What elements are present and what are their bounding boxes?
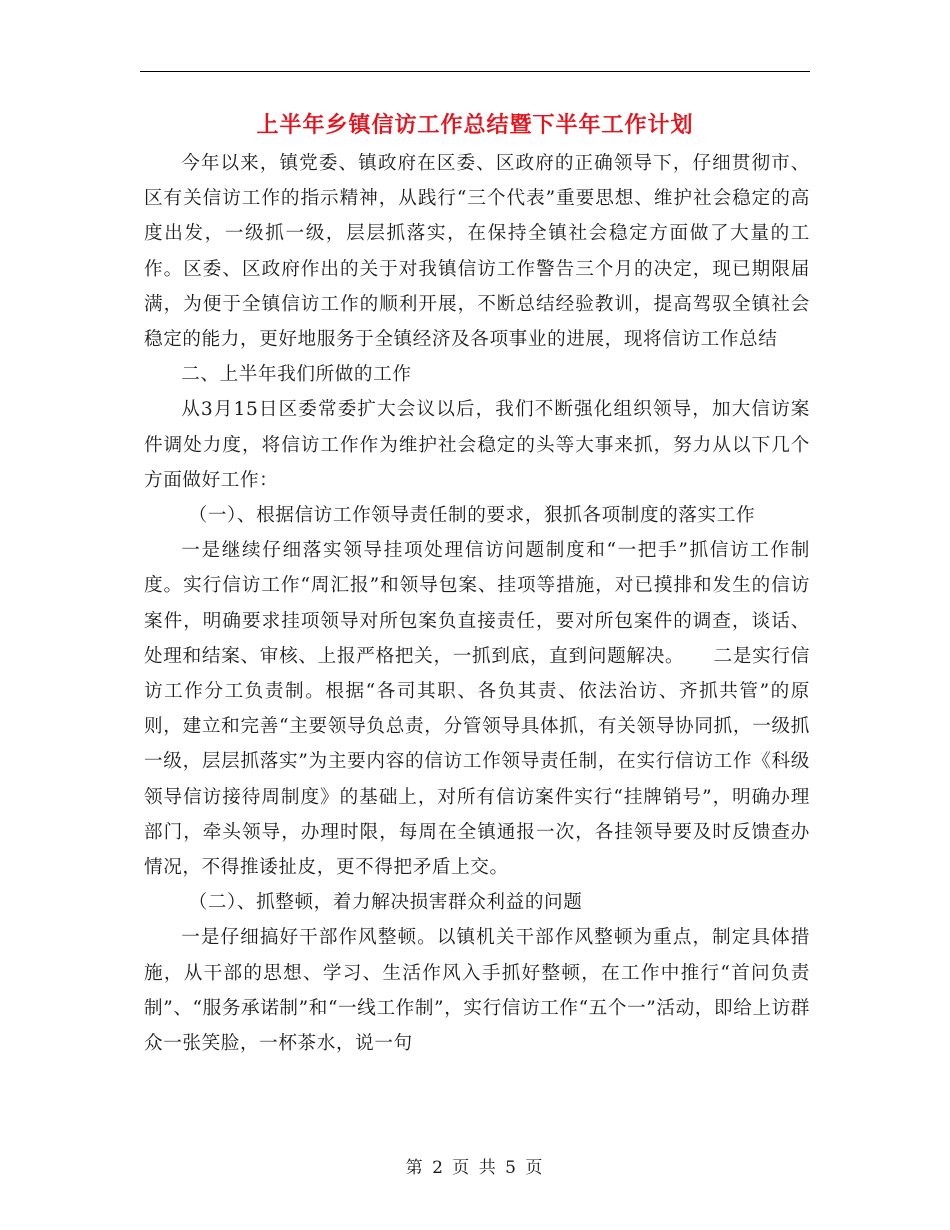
paragraph-overview: 从3月15日区委常委扩大会议以后，我们不断强化组织领导，加大信访案件调处力度，将信访工作作为维护社会稳定的头等大事来抓，努力从以下几个方面做好工作： bbox=[144, 399, 810, 491]
section-heading-2: 二、上半年我们所做的工作 bbox=[181, 364, 412, 386]
document-body bbox=[144, 146, 810, 1061]
subsection-heading-1: （一）、根据信访工作领导责任制的要求，狠抓各项制度的落实工作 bbox=[188, 505, 756, 527]
subsection-heading-2: （二）、抓整顿，着力解决损害群众利益的问题 bbox=[188, 892, 583, 914]
paragraph-intro: 今年以来，镇党委、镇政府在区委、区政府的正确领导下，仔细贯彻市、区有关信访工作的指示精神，从践行“三个代表”重要思想、维护社会稳定的高度出发，一级抓一级，层层抓落实，在保持全镇社会稳定方面做了大量的工作。区委、区政府作出的关于对我镇信访工作警告三个月的决定，现已期限届满，为便于全镇信访工作的顺利开展，不断总结经验教训，提高驾驭全镇社会稳定的能力，更好地服务于全镇经济及各项事业的进展，现将信访工作总结 bbox=[144, 153, 810, 351]
page-number: 第 2 页 共 5 页 bbox=[405, 1158, 545, 1178]
paragraph-rectification: 一是仔细搞好干部作风整顿。以镇机关干部作风整顿为重点，制定具体措施，从干部的思想、学习、生活作风入手抓好整顿，在工作中推行“首问负责制”、“服务承诺制”和“一线工作制”，实行信访工作“五个一”活动，即给上访群众一张笑脸，一杯茶水，说一句 bbox=[144, 927, 810, 1055]
document-title: 上半年乡镇信访工作总结暨下半年工作计划 bbox=[256, 112, 694, 138]
header-rule bbox=[140, 71, 810, 72]
paragraph-responsibility: 一是继续仔细落实领导挂项处理信访问题制度和“一把手”抓信访工作制度。实行信访工作“周汇报”和领导包案、挂项等措施，对已摸排和发生的信访案件，明确要求挂项领导对所包案负直接责任，要对所包案件的调查，谈话、处理和结案、审核、上报严格把关，一抓到底，直到问题解决。 二是实行信访工作分工负责制。根据“各司其职、各负其责、依法治访、齐抓共管”的原则，建立和完善“主要领导负总责，分管领导具体抓，有关领导协同抓，一级抓一级，层层抓落实”为主要内容的信访工作领导责任制，在实行信访工作《科级领导信访接待周制度》的基础上，对所有信访案件实行“挂牌销号”，明确办理部门，牵头领导，办理时限，每周在全镇通报一次，各挂领导要及时反馈查办情况，不得推诿扯皮，更不得把矛盾上交。 bbox=[144, 540, 810, 879]
